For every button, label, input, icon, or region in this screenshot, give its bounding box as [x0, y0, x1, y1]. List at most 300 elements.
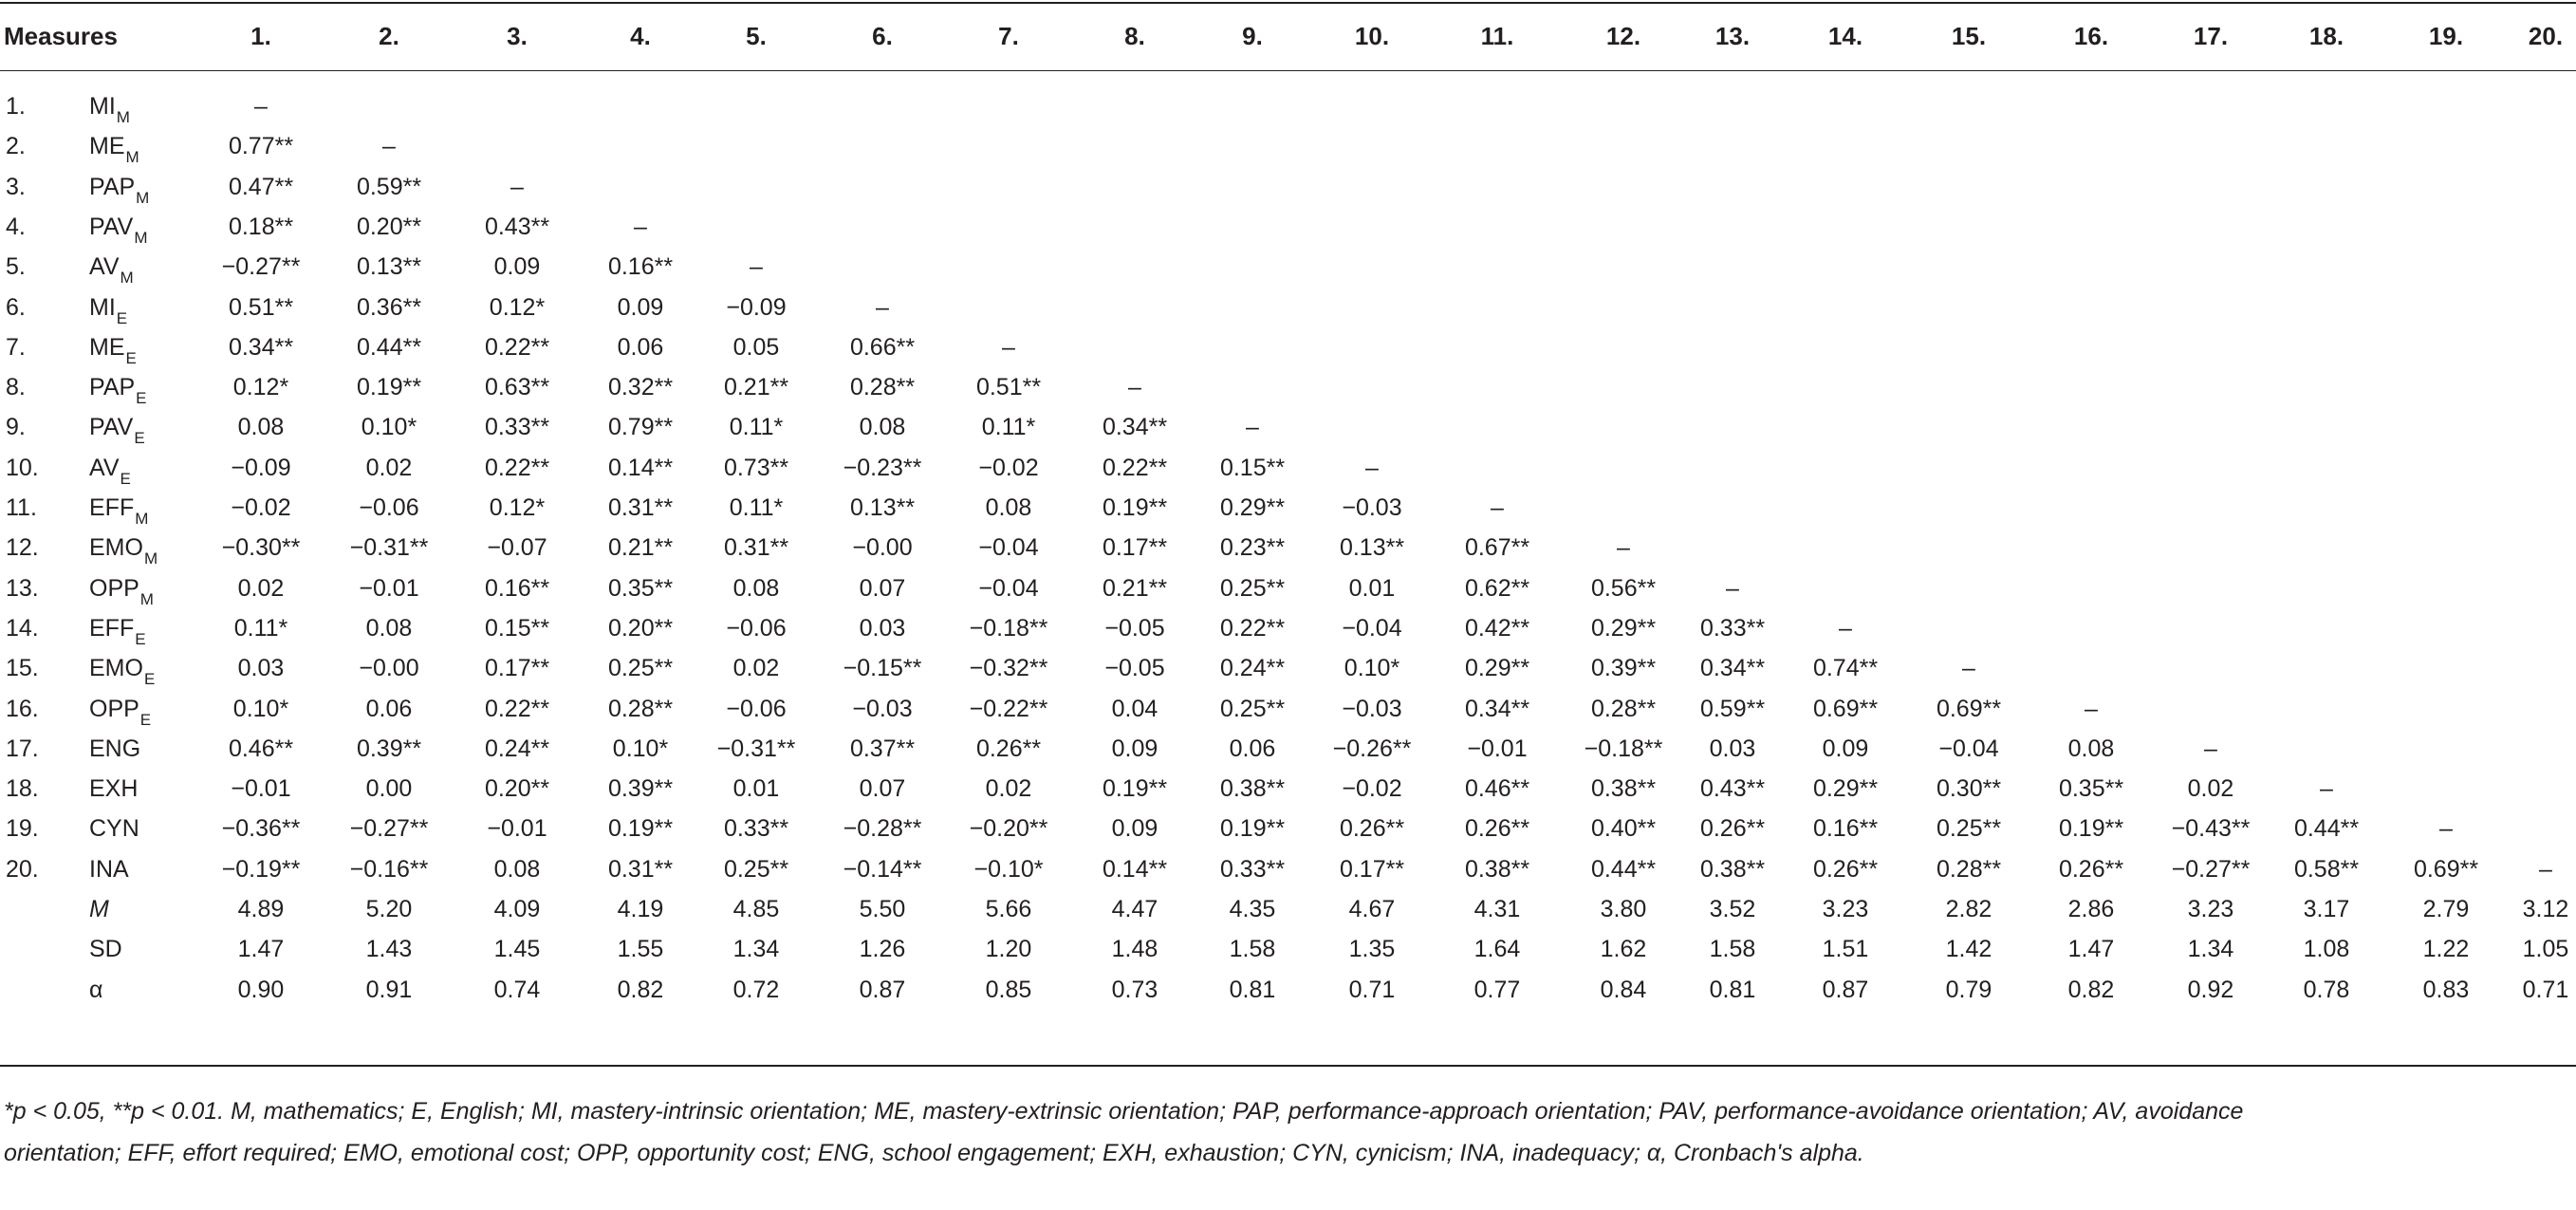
column-header-18: 18. [2308, 22, 2344, 50]
table-cell: −0.03 [1342, 695, 1402, 722]
column-header-15: 15. [1951, 22, 1987, 50]
stat-cell: 0.71 [1348, 976, 1396, 1003]
stat-cell: 1.34 [2187, 936, 2234, 963]
column-header-5: 5. [746, 22, 767, 50]
table-cell: 0.09 [1111, 735, 1158, 762]
table-cell: −0.09 [726, 293, 787, 321]
table-cell: −0.02 [231, 494, 291, 521]
table-cell: 0.36** [356, 293, 422, 321]
table-cell: 0.17** [1339, 855, 1405, 883]
stat-cell: 5.50 [859, 896, 906, 922]
row-label [89, 533, 158, 568]
table-cell: 0.74** [1812, 655, 1879, 682]
row-number: 3. [6, 173, 26, 200]
table-cell: −0.14** [843, 855, 922, 883]
row-label-subscript: M [135, 510, 149, 528]
footnote-line-1: *p < 0.05, **p < 0.01. M, mathematics; E, English; MI, mastery-intrinsic orientation; ME, mastery-extrinsic orientation; PAP, performance-approach orientation; PAV, performance-avoidance orientation; AV, avoidance [4, 1098, 2244, 1125]
table-cell: 0.69** [2413, 855, 2479, 883]
table-cell: 0.32** [607, 374, 674, 401]
table-cell: 0.29** [1812, 775, 1879, 803]
row-label-base: ENG [89, 735, 141, 762]
stat-cell: 0.90 [237, 976, 285, 1003]
table-cell: 0.77** [228, 133, 294, 160]
stat-cell: 0.91 [365, 976, 413, 1003]
table-cell: 0.46** [1464, 775, 1530, 803]
table-cell: −0.04 [1938, 735, 1999, 762]
row-label-base: EFF [89, 494, 135, 521]
table-cell: 0.08 [985, 494, 1032, 521]
row-label [89, 413, 145, 448]
table-cell: −0.18** [969, 614, 1048, 642]
row-label [89, 132, 139, 167]
row-label-base: EXH [89, 775, 139, 803]
stat-cell: 0.81 [1229, 976, 1276, 1003]
row-label [89, 814, 139, 843]
stat-cell: 1.47 [237, 936, 285, 963]
stat-cell: 4.85 [732, 896, 780, 922]
stat-label: M [89, 896, 109, 922]
table-cell: 0.05 [732, 333, 780, 361]
table-cell: 0.01 [732, 775, 780, 803]
row-label [89, 454, 131, 488]
column-header-17: 17. [2193, 22, 2229, 50]
stat-cell: 4.35 [1229, 896, 1276, 922]
table-cell: 0.31** [607, 855, 674, 883]
row-label-base: OPP [89, 695, 139, 722]
stat-cell: 1.64 [1473, 936, 1521, 963]
table-cell: −0.15** [843, 655, 922, 682]
table-cell: 0.16** [1812, 815, 1879, 843]
stat-cell: 1.47 [2067, 936, 2115, 963]
stat-cell: 1.26 [859, 936, 906, 963]
table-cell: 0.17** [484, 655, 550, 682]
table-cell: 0.12* [232, 374, 289, 401]
table-cell: −0.07 [487, 534, 547, 562]
row-label-subscript: E [136, 389, 147, 408]
row-label-subscript: M [120, 269, 134, 288]
table-cell: 0.79** [607, 414, 674, 441]
stat-cell: 1.58 [1229, 936, 1276, 963]
table-cell: – [2539, 855, 2552, 883]
row-label-subscript: M [125, 148, 139, 167]
row-label-base: AV [89, 253, 120, 281]
row-label-base: MI [89, 93, 116, 120]
table-cell: 0.25** [1219, 695, 1286, 722]
table-cell: 0.20** [484, 775, 550, 803]
table-cell: – [2320, 775, 2333, 803]
stat-cell: 1.51 [1822, 936, 1869, 963]
table-cell: 0.33** [484, 414, 550, 441]
row-label [89, 293, 127, 325]
table-cell: −0.27** [349, 815, 429, 843]
row-label [89, 333, 137, 367]
row-label-base: CYN [89, 815, 139, 843]
row-number: 4. [6, 213, 26, 240]
table-cell: −0.04 [978, 534, 1039, 562]
table-cell: −0.06 [726, 695, 787, 722]
table-cell: – [1839, 614, 1852, 642]
table-cell: 0.34** [1699, 655, 1766, 682]
row-number: 12. [6, 534, 39, 562]
table-cell: −0.31** [349, 534, 429, 562]
stat-cell: 4.31 [1473, 896, 1521, 922]
table-cell: – [1726, 574, 1739, 602]
column-header-8: 8. [1124, 22, 1145, 50]
stat-cell: 1.48 [1111, 936, 1158, 963]
stat-cell: 2.82 [1945, 896, 1992, 922]
stat-cell: 0.82 [617, 976, 664, 1003]
table-cell: 0.14** [607, 454, 674, 481]
table-cell: 0.39** [607, 775, 674, 803]
table-cell: 0.22** [1219, 614, 1286, 642]
table-cell: 0.00 [365, 775, 413, 803]
table-cell: 0.51** [975, 374, 1042, 401]
table-cell: 0.03 [237, 655, 285, 682]
table-cell: 0.09 [493, 253, 541, 281]
stat-cell: 3.12 [2522, 896, 2569, 922]
row-label [89, 493, 149, 528]
table-cell: −0.01 [1467, 735, 1528, 762]
stat-cell: 0.74 [493, 976, 541, 1003]
table-cell: 0.25** [723, 855, 789, 883]
table-cell: −0.18** [1584, 735, 1663, 762]
row-number: 14. [6, 614, 39, 642]
table-cell: 0.29** [1590, 614, 1657, 642]
table-cell: 0.08 [732, 574, 780, 602]
table-cell: 0.37** [849, 735, 916, 762]
table-footnote [4, 1090, 2566, 1174]
table-cell: 0.20** [356, 213, 422, 240]
table-cell: 0.28** [607, 695, 674, 722]
table-cell: −0.32** [969, 655, 1048, 682]
stat-cell: 0.87 [1822, 976, 1869, 1003]
table-cell: −0.00 [852, 534, 913, 562]
table-cell: 0.07 [859, 775, 906, 803]
row-number: 17. [6, 735, 39, 762]
table-cell: −0.22** [969, 695, 1048, 722]
table-cell: 0.26** [1339, 815, 1405, 843]
table-cell: −0.01 [487, 815, 547, 843]
stat-cell: 3.23 [2187, 896, 2234, 922]
row-label-base: EMO [89, 655, 143, 682]
table-cell: −0.43** [2171, 815, 2251, 843]
table-cell: 0.15** [484, 614, 550, 642]
row-label-base: PAP [89, 374, 136, 401]
table-cell: 0.29** [1464, 655, 1530, 682]
table-cell: −0.06 [359, 494, 419, 521]
row-label-subscript: E [143, 670, 156, 689]
table-cell: 0.69** [1936, 695, 2002, 722]
table-cell: – [254, 93, 268, 120]
stat-cell: 3.80 [1600, 896, 1647, 922]
table-cell: 0.13** [1339, 534, 1405, 562]
table-cell: 0.09 [1111, 815, 1158, 843]
row-label-base: EFF [89, 614, 135, 642]
table-cell: 0.28** [849, 374, 916, 401]
table-cell: 0.19** [1219, 815, 1286, 843]
table-cell: 0.29** [1219, 494, 1286, 521]
table-cell: – [1128, 374, 1141, 401]
row-label [89, 735, 140, 763]
header-rule [0, 70, 2576, 71]
stat-cell: 0.78 [2303, 976, 2350, 1003]
table-cell: 0.26** [2058, 855, 2124, 883]
stat-cell: 0.87 [859, 976, 906, 1003]
table-cell: 0.02 [2187, 775, 2234, 803]
table-cell: 0.07 [859, 574, 906, 602]
column-header-19: 19. [2428, 22, 2464, 50]
table-cell: 0.11* [233, 614, 288, 642]
table-cell: 0.38** [1464, 855, 1530, 883]
stat-label: SD [89, 936, 122, 963]
table-cell: 0.10* [1344, 655, 1400, 682]
row-number: 1. [6, 93, 26, 120]
table-cell: 0.26** [1699, 815, 1766, 843]
row-number: 18. [6, 775, 39, 803]
row-number: 7. [6, 333, 26, 361]
table-cell: 0.13** [849, 494, 916, 521]
row-label-base: ME [89, 133, 125, 160]
table-cell: 0.73** [723, 454, 789, 481]
table-cell: 0.33** [1699, 614, 1766, 642]
stat-cell: 0.77 [1473, 976, 1521, 1003]
table-cell: −0.09 [231, 454, 291, 481]
table-cell: 0.22** [484, 333, 550, 361]
table-cell: 0.47** [228, 173, 294, 200]
table-cell: 0.38** [1590, 775, 1657, 803]
table-cell: −0.00 [359, 655, 419, 682]
table-cell: 0.02 [985, 775, 1032, 803]
table-cell: 0.38** [1219, 775, 1286, 803]
stat-cell: 0.85 [985, 976, 1032, 1003]
column-header-2: 2. [379, 22, 399, 50]
table-cell: 0.08 [237, 414, 285, 441]
table-cell: – [2439, 815, 2453, 843]
table-cell: 0.46** [228, 735, 294, 762]
row-label-subscript: M [134, 228, 148, 247]
stat-cell: 1.22 [2422, 936, 2470, 963]
table-cell: – [510, 173, 524, 200]
row-number: 20. [6, 855, 39, 883]
table-cell: 0.34** [1102, 414, 1168, 441]
table-cell: 0.28** [1590, 695, 1657, 722]
table-cell: 0.09 [1822, 735, 1869, 762]
table-cell: −0.30** [221, 534, 301, 562]
row-label-subscript: E [135, 629, 146, 648]
stat-cell: 0.71 [2522, 976, 2569, 1003]
table-cell: 0.18** [228, 213, 294, 240]
table-cell: −0.27** [2171, 855, 2251, 883]
stat-cell: 3.23 [1822, 896, 1869, 922]
table-cell: −0.20** [969, 815, 1048, 843]
table-cell: 0.21** [607, 534, 674, 562]
table-cell: 0.26** [975, 735, 1042, 762]
table-cell: −0.10* [973, 855, 1044, 883]
table-cell: 0.51** [228, 293, 294, 321]
row-label [89, 614, 146, 648]
row-label [89, 695, 152, 729]
stat-cell: 1.42 [1945, 936, 1992, 963]
table-cell: 0.26** [1464, 815, 1530, 843]
table-cell: 0.22** [484, 695, 550, 722]
table-cell: 0.31** [607, 494, 674, 521]
table-cell: 0.31** [723, 534, 789, 562]
stat-cell: 5.20 [365, 896, 413, 922]
table-cell: 0.43** [484, 213, 550, 240]
table-cell: −0.05 [1104, 655, 1165, 682]
stat-cell: 1.34 [732, 936, 780, 963]
table-cell: 0.19** [1102, 494, 1168, 521]
table-cell: 0.28** [1936, 855, 2002, 883]
row-number: 10. [6, 454, 39, 481]
table-cell: −0.04 [1342, 614, 1402, 642]
stat-label: α [89, 976, 103, 1003]
stat-cell: 1.35 [1348, 936, 1396, 963]
table-cell: 0.16** [484, 574, 550, 602]
table-cell: 0.11* [729, 494, 784, 521]
table-cell: −0.01 [359, 574, 419, 602]
table-cell: 0.19** [2058, 815, 2124, 843]
stat-cell: 0.81 [1709, 976, 1756, 1003]
table-cell: 0.39** [356, 735, 422, 762]
row-label-subscript: E [116, 308, 128, 327]
table-cell: −0.27** [221, 253, 301, 281]
table-cell: 0.02 [237, 574, 285, 602]
table-cell: 0.24** [1219, 655, 1286, 682]
column-header-11: 11. [1480, 22, 1514, 50]
table-cell: 0.06 [365, 695, 413, 722]
table-cell: – [750, 253, 763, 281]
table-cell: 0.43** [1699, 775, 1766, 803]
table-cell: −0.36** [221, 815, 301, 843]
table-cell: 0.16** [607, 253, 674, 281]
stat-cell: 0.72 [732, 976, 780, 1003]
table-cell: 0.26** [1812, 855, 1879, 883]
table-cell: 0.40** [1590, 815, 1657, 843]
table-cell: 0.22** [484, 454, 550, 481]
row-number: 8. [6, 374, 26, 401]
stat-cell: 3.17 [2303, 896, 2350, 922]
row-label-subscript: E [134, 429, 145, 448]
row-label-base: PAV [89, 213, 134, 240]
stat-cell: 0.83 [2422, 976, 2470, 1003]
row-number: 11. [6, 494, 37, 521]
table-cell: −0.04 [978, 574, 1039, 602]
table-cell: 0.11* [729, 414, 784, 441]
table-cell: 0.08 [365, 614, 413, 642]
table-cell: – [634, 213, 647, 240]
table-cell: 0.14** [1102, 855, 1168, 883]
table-cell: −0.02 [978, 454, 1039, 481]
row-label-base: ME [89, 333, 125, 361]
stat-cell: 5.66 [985, 896, 1032, 922]
table-cell: 0.02 [732, 655, 780, 682]
row-label-subscript: E [125, 348, 137, 367]
table-cell: 0.17** [1102, 534, 1168, 562]
row-label-subscript: M [116, 108, 130, 126]
table-cell: 0.59** [1699, 695, 1766, 722]
column-header-14: 14. [1827, 22, 1863, 50]
table-cell: −0.23** [843, 454, 922, 481]
stat-cell: 4.47 [1111, 896, 1158, 922]
table-cell: −0.06 [726, 614, 787, 642]
table-cell: −0.31** [716, 735, 796, 762]
row-number: 5. [6, 253, 26, 281]
column-header-10: 10. [1354, 22, 1390, 50]
stat-cell: 4.19 [617, 896, 664, 922]
row-number: 6. [6, 293, 26, 321]
row-label [89, 373, 147, 408]
table-cell: 0.22** [1102, 454, 1168, 481]
row-label-subscript: E [120, 469, 131, 488]
table-cell: 0.08 [2067, 735, 2115, 762]
table-cell: 0.30** [1936, 775, 2002, 803]
column-header-12: 12. [1605, 22, 1641, 50]
stat-cell: 1.05 [2522, 936, 2569, 963]
table-cell: – [876, 293, 889, 321]
table-cell: 0.21** [723, 374, 789, 401]
stat-cell: 4.67 [1348, 896, 1396, 922]
column-header-7: 7. [998, 22, 1019, 50]
row-label-base: EMO [89, 534, 143, 562]
table-cell: 0.25** [1219, 574, 1286, 602]
table-cell: 0.44** [1590, 855, 1657, 883]
stat-cell: 0.79 [1945, 976, 1992, 1003]
table-cell: 0.35** [2058, 775, 2124, 803]
table-cell: 0.38** [1699, 855, 1766, 883]
table-cell: 0.33** [1219, 855, 1286, 883]
table-cell: – [2085, 695, 2098, 722]
table-cell: 0.42** [1464, 614, 1530, 642]
stat-cell: 1.58 [1709, 936, 1756, 963]
row-number: 13. [6, 574, 39, 602]
row-label [89, 574, 154, 608]
stat-cell: 1.55 [617, 936, 664, 963]
table-cell: 0.44** [356, 333, 422, 361]
table-cell: 0.67** [1464, 534, 1530, 562]
stat-cell: 1.62 [1600, 936, 1647, 963]
table-cell: 0.25** [607, 655, 674, 682]
row-label-base: AV [89, 454, 120, 481]
table-cell: −0.16** [349, 855, 429, 883]
table-cell: 0.10* [232, 695, 289, 722]
row-label [89, 92, 130, 126]
table-cell: – [1491, 494, 1504, 521]
stat-cell: 1.08 [2303, 936, 2350, 963]
row-number: 19. [6, 815, 39, 843]
stat-cell: 2.79 [2422, 896, 2470, 922]
table-cell: 0.03 [1709, 735, 1756, 762]
stat-cell: 1.43 [365, 936, 413, 963]
table-cell: 0.08 [859, 414, 906, 441]
column-header-9: 9. [1242, 22, 1263, 50]
row-label-base: PAV [89, 414, 134, 441]
table-cell: 0.08 [493, 855, 541, 883]
row-number: 9. [6, 414, 26, 441]
table-cell: 0.06 [617, 333, 664, 361]
column-header-6: 6. [872, 22, 893, 50]
column-header-13: 13. [1714, 22, 1751, 50]
table-cell: 0.06 [1229, 735, 1276, 762]
column-header-measures: Measures [4, 22, 118, 50]
column-header-20: 20. [2528, 22, 2564, 50]
table-cell: 0.03 [859, 614, 906, 642]
stat-cell: 1.45 [493, 936, 541, 963]
table-cell: 0.59** [356, 173, 422, 200]
row-label-subscript: M [139, 589, 154, 608]
row-label-base: PAP [89, 173, 136, 200]
row-label-subscript: M [136, 188, 150, 207]
